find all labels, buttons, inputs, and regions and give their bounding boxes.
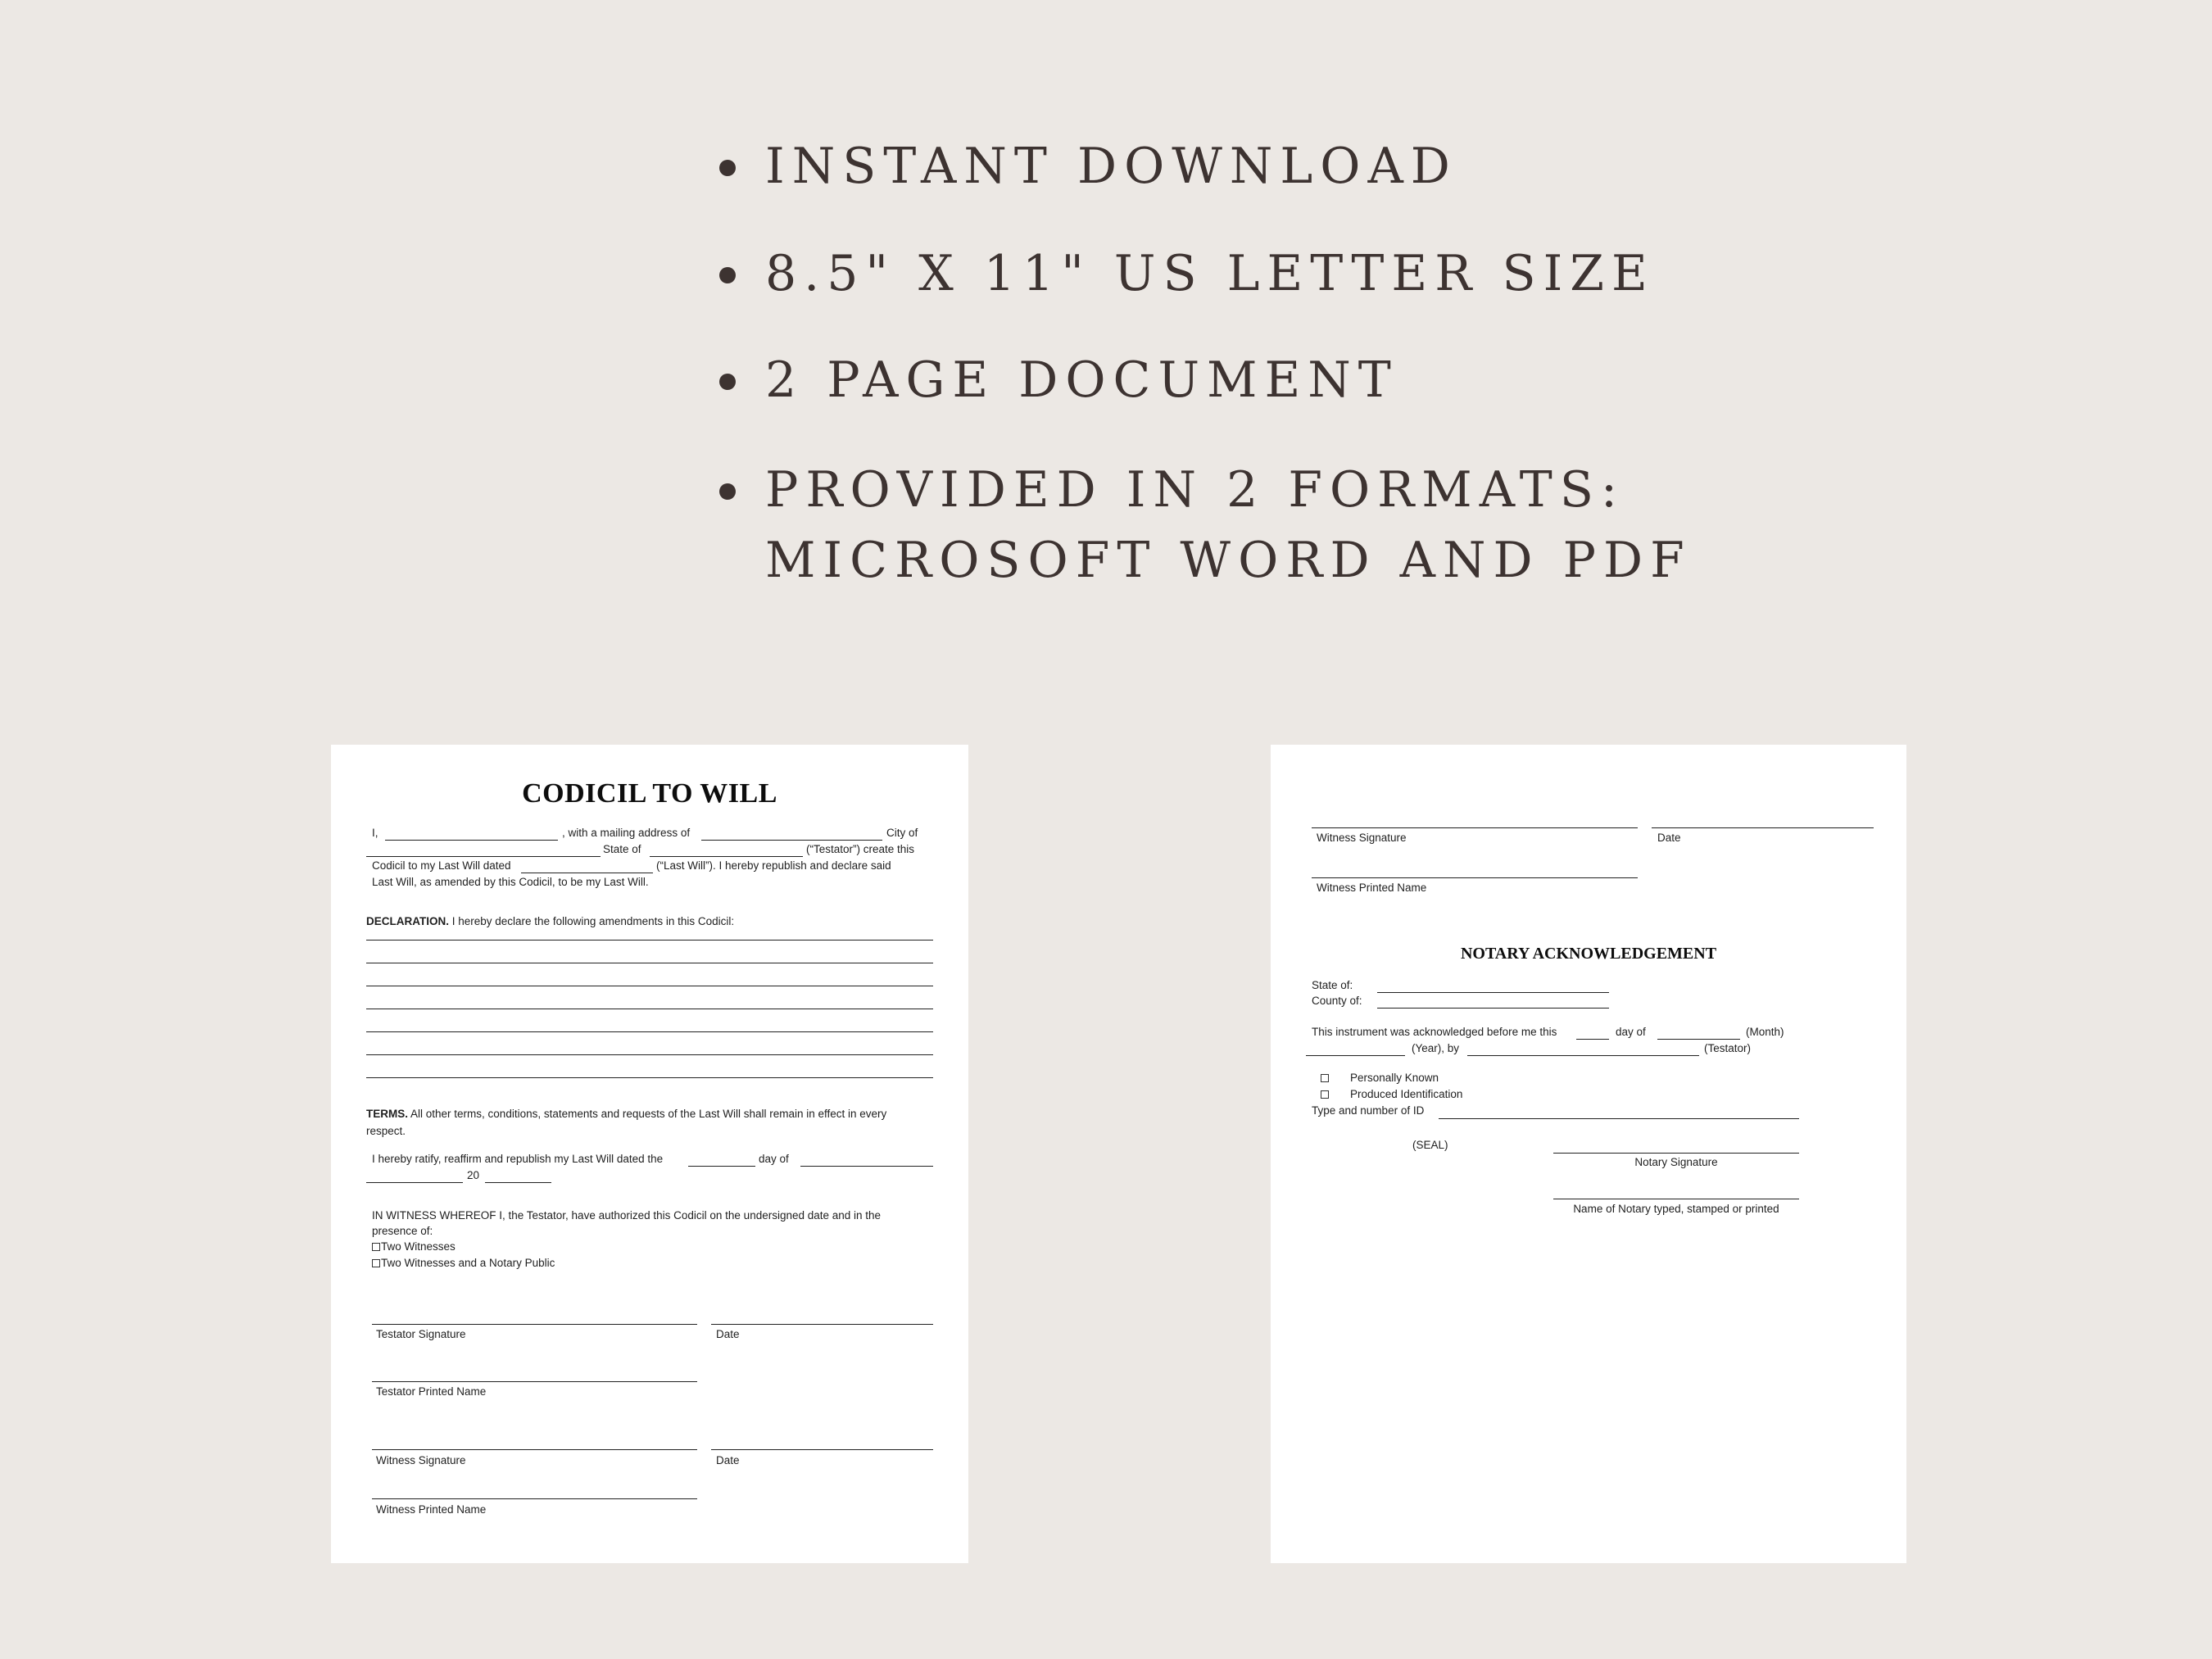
blank-line <box>366 856 601 857</box>
acknowledgement-text: (Month) <box>1746 1026 1784 1038</box>
blank-line <box>485 1182 551 1183</box>
option-witnesses-notary[interactable]: Two Witnesses and a Notary Public <box>372 1257 555 1270</box>
checkbox-icon[interactable] <box>372 1259 380 1267</box>
blank-line <box>800 1166 933 1167</box>
state-label: State of: <box>1312 979 1353 991</box>
terms-text: TERMS. All other terms, conditions, statements and requests of the Last Will shall remain in effect in every <box>366 1108 887 1120</box>
signature-line <box>1312 827 1638 828</box>
blank-line <box>688 1166 755 1167</box>
intro-text: (“Last Will”). I hereby republish and declare said <box>656 859 891 872</box>
amendment-line <box>366 940 933 941</box>
testator-printed-name-label: Testator Printed Name <box>376 1385 487 1398</box>
signature-line <box>1553 1153 1799 1154</box>
feature-item <box>765 131 1457 202</box>
intro-text: City of <box>886 827 918 839</box>
ratify-text: day of <box>759 1153 789 1165</box>
bullet-icon <box>719 267 736 283</box>
signature-line <box>372 1498 697 1499</box>
date-label: Date <box>1657 832 1681 844</box>
checkbox-icon[interactable] <box>1321 1074 1329 1082</box>
witness-signature-label: Witness Signature <box>376 1454 466 1466</box>
checkbox-icon[interactable] <box>372 1243 380 1251</box>
amendment-line <box>366 1031 933 1032</box>
signature-line <box>372 1449 697 1450</box>
feature-text: 8.5" X 11" US LETTER SIZE <box>765 245 1655 302</box>
blank-line <box>385 840 558 841</box>
notary-name-label: Name of Notary typed, stamped or printed <box>1573 1203 1779 1215</box>
feature-item <box>765 238 1655 309</box>
date-label: Date <box>716 1454 740 1466</box>
feature-text: PROVIDED IN 2 FORMATS: <box>765 461 1625 519</box>
acknowledgement-text: (Year), by <box>1412 1042 1460 1054</box>
bullet-icon <box>719 483 736 500</box>
signature-line <box>711 1324 933 1325</box>
blank-line <box>1576 1039 1609 1040</box>
amendment-line <box>366 1054 933 1055</box>
amendment-line <box>366 1077 933 1078</box>
blank-line <box>1657 1039 1740 1040</box>
intro-text: I, <box>372 827 378 839</box>
produced-id-label: Produced Identification <box>1350 1088 1463 1100</box>
document-page-1 <box>331 745 968 1563</box>
personally-known-label: Personally Known <box>1350 1072 1439 1084</box>
notary-signature-label: Notary Signature <box>1634 1156 1718 1168</box>
date-label: Date <box>716 1328 740 1340</box>
witness-signature-label: Witness Signature <box>1317 832 1407 844</box>
feature-item <box>765 345 1398 415</box>
blank-line <box>1377 992 1609 993</box>
signature-line <box>1312 877 1638 878</box>
bullet-icon <box>719 374 736 390</box>
intro-text: (“Testator”) create this <box>806 843 915 855</box>
declaration-text: DECLARATION. I hereby declare the following amendments in this Codicil: <box>366 915 735 927</box>
county-label: County of: <box>1312 995 1362 1007</box>
notary-title: NOTARY ACKNOWLEDGEMENT <box>1460 945 1717 963</box>
feature-text: INSTANT DOWNLOAD <box>765 138 1457 195</box>
testator-signature-label: Testator Signature <box>376 1328 466 1340</box>
blank-line <box>1439 1118 1799 1119</box>
ratify-text: I hereby ratify, reaffirm and republish my Last Will dated the <box>372 1153 664 1165</box>
blank-line <box>1377 1008 1609 1009</box>
signature-line <box>372 1381 697 1382</box>
witness-printed-name-label: Witness Printed Name <box>1317 882 1427 894</box>
blank-line <box>1467 1055 1699 1056</box>
checkbox-icon[interactable] <box>1321 1090 1329 1099</box>
signature-line <box>372 1324 697 1325</box>
id-type-label: Type and number of ID <box>1312 1104 1425 1117</box>
signature-line <box>711 1449 933 1450</box>
blank-line <box>366 1182 463 1183</box>
document-title: CODICIL TO WILL <box>522 778 777 809</box>
intro-text: Last Will, as amended by this Codicil, to be my Last Will. <box>372 876 649 888</box>
seal-label: (SEAL) <box>1412 1139 1448 1151</box>
feature-text-line2: MICROSOFT WORD AND PDF <box>765 532 1692 589</box>
acknowledgement-text: day of <box>1616 1026 1646 1038</box>
blank-line <box>650 856 803 857</box>
blank-line <box>1306 1055 1405 1056</box>
acknowledgement-text: (Testator) <box>1704 1042 1752 1054</box>
signature-line <box>1652 827 1874 828</box>
feature-text: 2 PAGE DOCUMENT <box>765 351 1398 409</box>
intro-text: , with a mailing address of <box>562 827 691 839</box>
intro-text: State of <box>603 843 641 855</box>
ratify-text: 20 <box>467 1169 480 1181</box>
intro-text: Codicil to my Last Will dated <box>372 859 511 872</box>
bullet-icon <box>719 160 736 176</box>
blank-line <box>701 840 882 841</box>
witness-printed-name-label: Witness Printed Name <box>376 1503 487 1516</box>
witness-whereof-text: presence of: <box>372 1225 433 1237</box>
acknowledgement-text: This instrument was acknowledged before me this <box>1312 1026 1557 1038</box>
option-two-witnesses[interactable]: Two Witnesses <box>372 1240 456 1253</box>
witness-whereof-text: IN WITNESS WHEREOF I, the Testator, have authorized this Codicil on the undersigned date and in the <box>372 1209 882 1222</box>
document-page-2 <box>1271 745 1906 1563</box>
feature-item <box>765 455 1692 596</box>
terms-text-2: respect. <box>366 1125 406 1137</box>
